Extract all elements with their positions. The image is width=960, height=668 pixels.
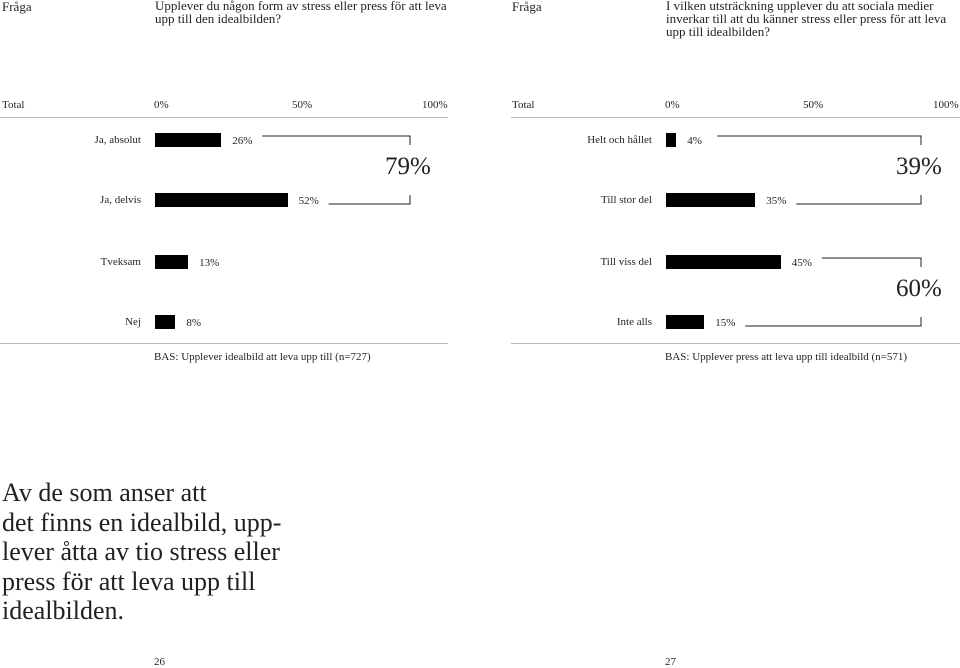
- right-axis-tick-0: 0%: [665, 99, 680, 111]
- left-question-text: Upplever du någon form av stress eller press för att leva upp till den idealbilden?: [155, 0, 447, 26]
- left-question-label: Fråga: [2, 0, 32, 14]
- right-value-label-till-viss-del: 45%: [791, 257, 812, 269]
- left-category-label-nej: Nej: [125, 316, 141, 328]
- right-base-note: BAS: Upplever press att leva upp till idealbild (n=571): [665, 351, 908, 363]
- right-value-label-helt-och-hållet: 4%: [687, 135, 702, 147]
- right-value-label-inte-alls: 15%: [715, 317, 736, 329]
- left-value-label-ja-absolut: 26%: [232, 135, 253, 147]
- left-category-label-ja-delvis: Ja, delvis: [100, 194, 141, 206]
- right-group-total-0: 39%: [896, 153, 942, 180]
- headline: Av de som anser att det finns en idealbild, upp- lever åtta av tio stress eller press för att leva upp till idealbilden.: [2, 478, 282, 625]
- right-bracket-top-1: [822, 258, 921, 267]
- right-axis-tick-100: 100%: [933, 99, 959, 111]
- left-axis-tick-100: 100%: [422, 99, 448, 111]
- left-base-note: BAS: Upplever idealbild att leva upp till (n=727): [154, 351, 371, 363]
- right-group-total-1: 60%: [896, 275, 942, 302]
- left-value-label-ja-delvis: 52%: [298, 195, 319, 207]
- right-category-label-till-stor-del: Till stor del: [601, 194, 652, 206]
- right-category-label-till-viss-del: Till viss del: [600, 256, 652, 268]
- right-question-text: I vilken utsträckning upplever du att sociala medier inverkar till att du känner stress eller press för att leva upp till idealbilden?: [666, 0, 947, 39]
- left-value-label-tveksam: 13%: [199, 257, 220, 269]
- right-value-label-till-stor-del: 35%: [766, 195, 787, 207]
- left-category-label-ja-absolut: Ja, absolut: [94, 134, 141, 146]
- left-page-number: 26: [154, 656, 165, 668]
- right-page-number: 27: [665, 656, 676, 668]
- left-bracket-bottom-0: [329, 195, 410, 204]
- right-axis-total: Total: [512, 99, 535, 111]
- right-bracket-top-0: [717, 136, 921, 145]
- right-category-label-inte-alls: Inte alls: [616, 316, 652, 328]
- left-group-total-0: 79%: [385, 153, 431, 180]
- right-bracket-bottom-0: [796, 195, 921, 204]
- left-value-label-nej: 8%: [186, 317, 202, 329]
- right-axis-tick-50: 50%: [803, 99, 824, 111]
- left-bracket-top-0: [262, 136, 410, 145]
- left-axis-tick-50: 50%: [292, 99, 313, 111]
- left-category-label-tveksam: Tveksam: [100, 256, 141, 268]
- right-bracket-bottom-1: [745, 317, 921, 326]
- left-axis-tick-0: 0%: [154, 99, 169, 111]
- right-category-label-helt-och-hållet: Helt och hållet: [587, 134, 652, 146]
- left-axis-total: Total: [2, 99, 25, 111]
- right-question-label: Fråga: [512, 0, 542, 14]
